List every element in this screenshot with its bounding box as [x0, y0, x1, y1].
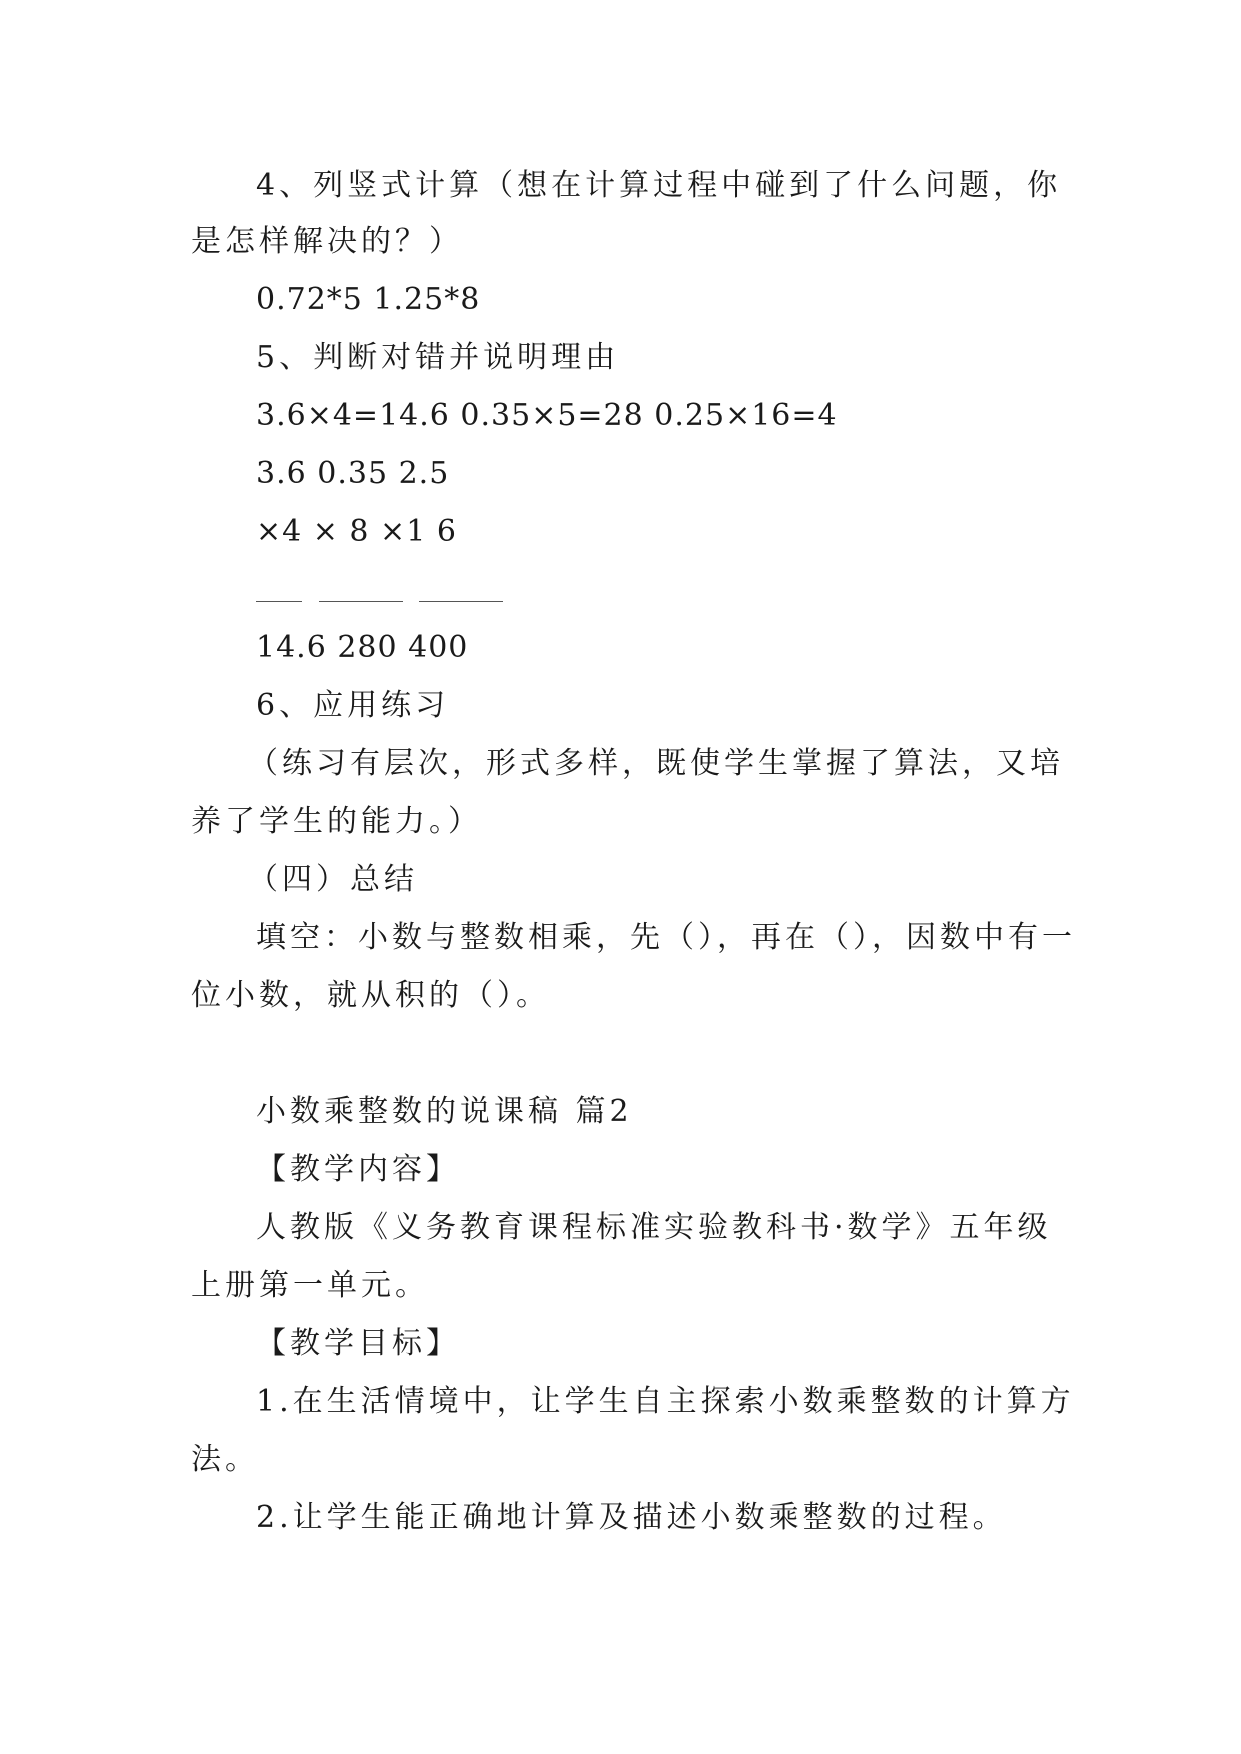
text-line: 是怎样解决的？） — [191, 224, 463, 259]
text-line: 0.72*5 1.25*8 — [256, 282, 481, 317]
text-line: 4、列竖式计算（想在计算过程中碰到了什么问题，你 — [256, 168, 1062, 203]
calc-rule — [319, 601, 403, 602]
text-line: 3.6×4=14.6 0.35×5=28 0.25×16=4 — [256, 398, 838, 433]
text-line: 填空：小数与整数相乘，先（），再在（），因数中有一 — [256, 920, 1076, 955]
text-line: （四）总结 — [248, 862, 418, 897]
text-line: 位小数，就从积的（）。 — [191, 978, 550, 1013]
text-line: 养了学生的能力。） — [191, 804, 482, 839]
text-line: （练习有层次，形式多样，既使学生掌握了算法，又培 — [248, 746, 1064, 781]
text-line: 14.6 280 400 — [256, 630, 469, 665]
text-line: 6、应用练习 — [256, 688, 450, 723]
text-line: 1.在生活情境中，让学生自主探索小数乘整数的计算方 — [256, 1384, 1075, 1419]
text-line: 3.6 0.35 2.5 — [256, 456, 450, 491]
text-line: ×4 × 8 ×1 6 — [256, 514, 457, 549]
text-line: 法。 — [191, 1442, 259, 1477]
text-line: 2.让学生能正确地计算及描述小数乘整数的过程。 — [256, 1500, 1007, 1535]
text-line: 人教版《义务教育课程标准实验教科书·数学》五年级 — [256, 1210, 1052, 1245]
text-line: 【教学目标】 — [256, 1326, 460, 1361]
section-heading: 小数乘整数的说课稿 篇2 — [256, 1094, 633, 1129]
calc-rule — [419, 601, 503, 602]
text-line: 5、判断对错并说明理由 — [256, 340, 620, 375]
calc-rule — [256, 601, 302, 602]
text-line: 上册第一单元。 — [191, 1268, 429, 1303]
text-line: 【教学内容】 — [256, 1152, 460, 1187]
